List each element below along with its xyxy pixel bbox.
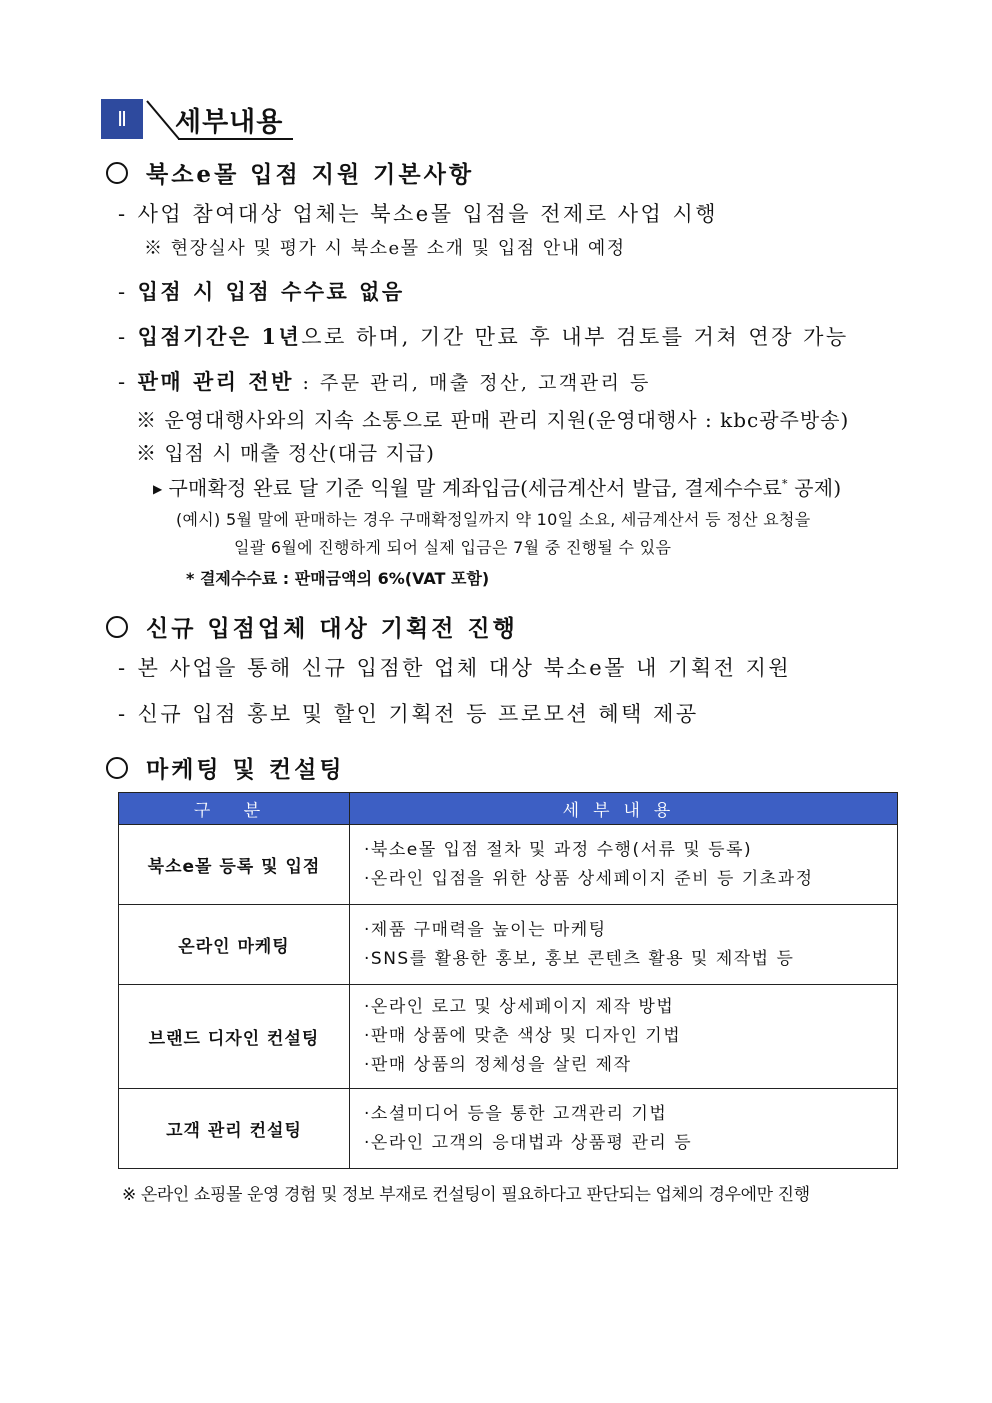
table-row: [119, 985, 898, 1089]
table-row: [119, 1089, 898, 1169]
arrow-item: ▶ 구매확정 완료 달 기준 익월 말 계좌입금(세금계산서 발급, 결제수수료* 공제): [153, 476, 842, 500]
table-cell-details: ·소셜미디어 등을 통한 고객관리 기법 ·온라인 고객의 응대법과 상품평 관리 등: [350, 1089, 898, 1169]
table-cell-category: 고객 관리 컨설팅: [119, 1089, 350, 1169]
group-heading-2: 신규 입점업체 대상 기획전 진행: [106, 610, 518, 643]
example-line-1: (예시) 5월 말에 판매하는 경우 구매확정일까지 약 10일 소요, 세금계산서 등 정산 요청을: [176, 510, 811, 529]
table-row: [119, 825, 898, 905]
table-row: [119, 905, 898, 985]
note-item: ※ 현장실사 및 평가 시 북소e몰 소개 및 입점 안내 예정: [144, 238, 626, 259]
section-number: Ⅱ: [101, 99, 143, 139]
circle-bullet-icon: [106, 757, 128, 779]
bullet-item: - 판매 관리 전반 : 주문 관리, 매출 정산, 고객관리 등: [118, 369, 651, 394]
circle-bullet-icon: [106, 162, 128, 184]
consulting-table: [118, 792, 898, 1169]
bullet-item: - 본 사업을 통해 신규 입점한 업체 대상 북소e몰 내 기획전 지원: [118, 656, 792, 680]
note-item: ※ 입점 시 매출 정산(대금 지급): [136, 441, 435, 465]
group-heading-3: 마케팅 및 컨설팅: [106, 751, 345, 784]
table-cell-details: ·제품 구매력을 높이는 마케팅 ·SNS를 활용한 홍보, 홍보 콘텐츠 활용 및 제작법 등: [350, 905, 898, 985]
bullet-item: - 입점기간은 1년으로 하며, 기간 만료 후 내부 검토를 거쳐 연장 가능: [118, 324, 849, 349]
table-cell-category: 북소e몰 등록 및 입점: [119, 825, 350, 905]
table-header-details: 세부내용: [350, 793, 898, 825]
footnote: ※ 온라인 쇼핑몰 운영 경험 및 정보 부재로 컨설팅이 필요하다고 판단되는 업체의 경우에만 진행: [122, 1185, 810, 1205]
fee-note: * 결제수수료 : 판매금액의 6%(VAT 포함): [186, 569, 490, 588]
table-cell-category: 온라인 마케팅: [119, 905, 350, 985]
triangle-right-icon: ▶: [153, 482, 163, 496]
table-cell-category: 브랜드 디자인 컨설팅: [119, 985, 350, 1089]
example-line-2: 일괄 6월에 진행하게 되어 실제 입금은 7월 중 진행될 수 있음: [234, 538, 672, 557]
note-item: ※ 운영대행사와의 지속 소통으로 판매 관리 지원(운영대행사 : kbc광주방송): [136, 408, 850, 432]
circle-bullet-icon: [106, 616, 128, 638]
table-header-row: [119, 793, 898, 825]
table-cell-details: ·온라인 로고 및 상세페이지 제작 방법 ·판매 상품에 맞춘 색상 및 디자인 기법 ·판매 상품의 정체성을 살린 제작: [350, 985, 898, 1089]
bullet-item: - 신규 입점 홍보 및 할인 기획전 등 프로모션 혜택 제공: [118, 702, 699, 726]
group-heading-1: 북소e몰 입점 지원 기본사항: [106, 156, 474, 189]
bullet-item: - 입점 시 입점 수수료 없음: [118, 279, 405, 304]
table-cell-details: ·북소e몰 입점 절차 및 과정 수행(서류 및 등록) ·온라인 입점을 위한 상품 상세페이지 준비 등 기초과정: [350, 825, 898, 905]
section-underline: [178, 138, 293, 140]
bullet-item: - 사업 참여대상 업체는 북소e몰 입점을 전제로 사업 시행: [118, 202, 719, 226]
section-title: 세부내용: [175, 107, 284, 138]
table-header-category: 구 분: [119, 793, 350, 825]
